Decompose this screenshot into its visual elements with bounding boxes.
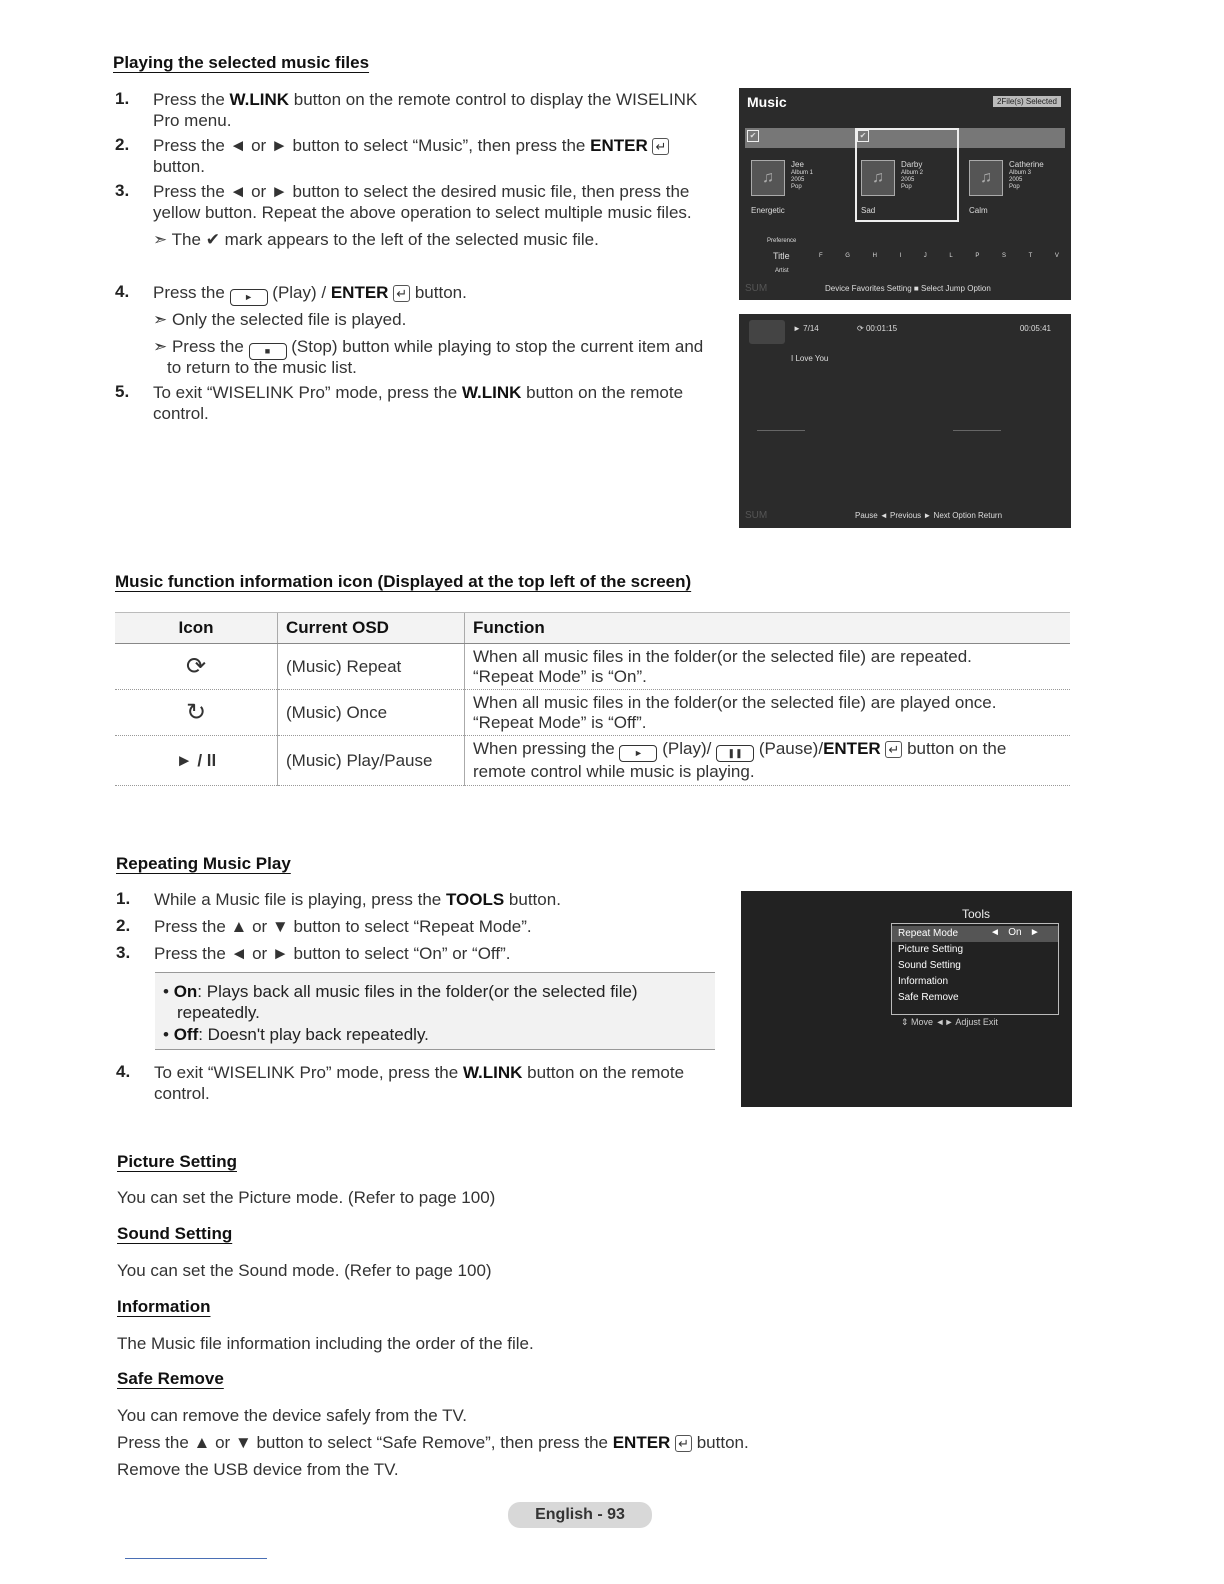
checkmark-icon: ✔	[747, 130, 759, 142]
repeat-options-box: • On: Plays back all music files in the folder(or the selected file) repeatedly. • Off: Doesn't play back repeatedly.	[155, 972, 715, 1050]
checkmark-icon: ✔	[857, 130, 869, 142]
music-player-screenshot: ► 7/14 ⟳ 00:01:15 00:05:41 I Love You SUM Pause ◄ Previous ► Next Option Return	[739, 314, 1071, 528]
tools-item-sound[interactable]: Sound Setting	[898, 960, 961, 971]
pause-button-icon: ❚❚	[716, 745, 754, 762]
footer-rule	[125, 1558, 267, 1559]
tools-item-info[interactable]: Information	[898, 976, 949, 987]
enter-icon: ↵	[885, 741, 902, 758]
enter-icon: ↵	[675, 1435, 692, 1452]
letter-index: F G H I J L P S T V	[819, 253, 1059, 259]
play-icon: ►	[793, 324, 804, 333]
selected-badge: 2File(s) Selected	[993, 96, 1061, 107]
enter-icon: ↵	[652, 138, 669, 155]
col-icon: Icon	[115, 613, 278, 644]
music-title: Music	[747, 94, 787, 110]
play-pause-icon: ► / ll	[115, 736, 278, 786]
heading-safe-remove: Safe Remove	[117, 1369, 224, 1388]
col-osd: Current OSD	[278, 613, 465, 644]
repeat-value[interactable]: ◄ On ►	[990, 927, 1040, 938]
page-number: English - 93	[508, 1502, 652, 1528]
note-arrow-icon: ➣	[153, 337, 172, 356]
info-table	[115, 612, 1070, 786]
section-heading-repeat: Repeating Music Play	[116, 854, 291, 873]
table-row: ↻ (Music) Once When all music files in the folder(or the selected file) are played once. “Repeat Mode” is “Off”.	[115, 690, 1070, 736]
heading-picture-setting: Picture Setting	[117, 1152, 237, 1171]
once-icon: ↻	[115, 690, 278, 736]
section-heading-playing: Playing the selected music files	[113, 53, 370, 72]
repeat-icon: ⟳	[857, 324, 866, 333]
table-row: ► / ll (Music) Play/Pause When pressing the ► (Play)/ ❚❚ (Pause)/ENTER ↵ button on the remote control while music is playing.	[115, 736, 1070, 786]
tools-item-repeat[interactable]: Repeat Mode	[898, 928, 959, 939]
note-arrow-icon: ➣	[153, 310, 172, 329]
tools-item-safe-remove[interactable]: Safe Remove	[898, 992, 959, 1003]
heading-sound-setting: Sound Setting	[117, 1224, 233, 1243]
stop-button-icon: ■	[249, 343, 287, 360]
table-row: ⟳ (Music) Repeat When all music files in the folder(or the selected file) are repeated. “Repeat Mode” is “On”.	[115, 644, 1070, 690]
tools-menu-box	[891, 923, 1059, 1015]
play-button-icon: ►	[230, 289, 268, 306]
col-function: Function	[465, 613, 1071, 644]
heading-information: Information	[117, 1297, 211, 1316]
repeat-icon: ⟳	[115, 644, 278, 690]
music-browser-screenshot: Music 2File(s) Selected ✔ ✔ ♫ Jee Album 1 2005 Pop Energetic ♫ Darby Album 2 2005 Pop Sad ♫ Catherine Album 3 2005 Pop Calm Preference Title Artist F G H I J L P S T V SUM Device Favorites Setting ■ Select Jump Option	[739, 88, 1071, 300]
note-arrow-icon: ➣	[153, 230, 172, 249]
repeat-icon	[749, 320, 785, 344]
music-note-icon: ♫	[751, 160, 785, 196]
tools-menu-screenshot: Tools Repeat Mode ◄ On ► Picture Setting Sound Setting Information Safe Remove ⇕ Move ◄► Adjust Exit	[741, 891, 1072, 1107]
music-note-icon: ♫	[969, 160, 1003, 196]
play-button-icon: ►	[619, 745, 657, 762]
music-note-icon: ♫	[861, 160, 895, 196]
enter-icon: ↵	[393, 285, 410, 302]
section-heading-icon-info: Music function information icon (Displayed at the top left of the screen)	[115, 572, 692, 591]
tools-item-picture[interactable]: Picture Setting	[898, 944, 964, 955]
